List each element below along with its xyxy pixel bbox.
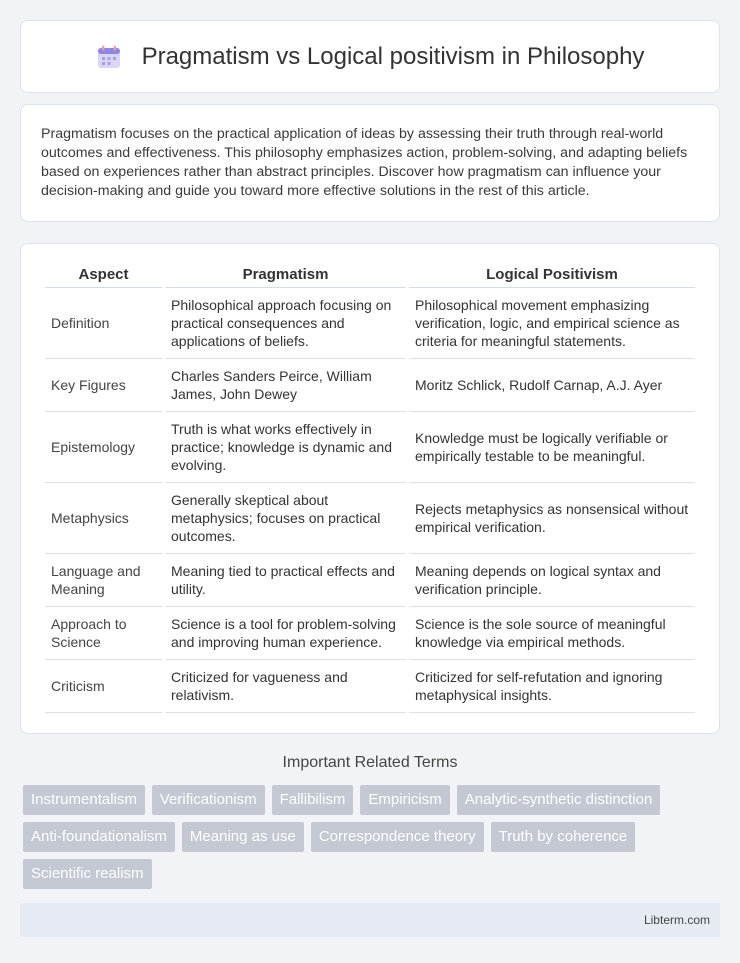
table-header-row [45,264,695,288]
aspect-cell: Metaphysics [45,483,162,554]
related-terms-list [0,785,740,889]
aspect-cell: Epistemology [45,412,162,483]
column-header-aspect: Aspect [45,264,162,288]
aspect-cell: Language and Meaning [45,554,162,607]
tag-verificationism[interactable]: Verificationism [152,785,265,815]
table-row [45,412,695,483]
column-header-pragmatism: Pragmatism [165,264,406,288]
table-row [45,483,695,554]
tag-truth-by-coherence[interactable]: Truth by coherence [491,822,636,852]
intro-card [20,104,720,222]
page-title: Pragmatism vs Logical positivism in Philosophy [141,42,645,70]
table-row [45,288,695,359]
logical-positivism-cell: Rejects metaphysics as nonsensical without empirical verification. [409,483,695,554]
tag-empiricism[interactable]: Empiricism [360,785,449,815]
pragmatism-cell: Charles Sanders Peirce, William James, John Dewey [165,359,406,412]
logical-positivism-cell: Meaning depends on logical syntax and verification principle. [409,554,695,607]
pragmatism-cell: Science is a tool for problem-solving and improving human experience. [165,607,406,660]
comparison-table [42,264,698,713]
aspect-cell: Approach to Science [45,607,162,660]
calendar-icon [96,44,122,70]
footer-brand[interactable]: Libterm.com [643,913,710,927]
table-row [45,660,695,713]
tag-instrumentalism[interactable]: Instrumentalism [23,785,145,815]
aspect-cell: Criticism [45,660,162,713]
table-row [45,554,695,607]
tag-meaning-as-use[interactable]: Meaning as use [182,822,304,852]
aspect-cell: Key Figures [45,359,162,412]
tag-anti-foundationalism[interactable]: Anti-foundationalism [23,822,175,852]
logical-positivism-cell: Knowledge must be logically verifiable or empirically testable to be meaningful. [409,412,695,483]
pragmatism-cell: Generally skeptical about metaphysics; focuses on practical outcomes. [165,483,406,554]
table-row [45,607,695,660]
pragmatism-cell: Truth is what works effectively in practice; knowledge is dynamic and evolving. [165,412,406,483]
aspect-cell: Definition [45,288,162,359]
tag-analytic-synthetic-distinction[interactable]: Analytic-synthetic distinction [457,785,661,815]
tag-scientific-realism[interactable]: Scientific realism [23,859,152,889]
related-terms-title: Important Related Terms [282,754,458,771]
related-terms-section [0,754,740,889]
intro-text: Pragmatism focuses on the practical application of ideas by assessing their truth through real-world outcomes and effectiveness. This philosophy emphasizes action, problem-solving, and adapting beliefs based on experiences rather than abstract principles. Discover how pragmatism can influence your decision-making and guide you toward more effective solutions in the rest of this article. [41,126,688,199]
tag-fallibilism[interactable]: Fallibilism [272,785,354,815]
logical-positivism-cell: Moritz Schlick, Rudolf Carnap, A.J. Ayer [409,359,695,412]
pragmatism-cell: Philosophical approach focusing on practical consequences and applications of beliefs. [165,288,406,359]
column-header-logical-positivism: Logical Positivism [409,264,695,288]
comparison-card [20,243,720,734]
tag-correspondence-theory[interactable]: Correspondence theory [311,822,484,852]
header-card [20,20,720,93]
logical-positivism-cell: Philosophical movement emphasizing verification, logic, and empirical science as criteria for meaningful statements. [409,288,695,359]
footer [20,903,720,937]
table-row [45,359,695,412]
pragmatism-cell: Meaning tied to practical effects and utility. [165,554,406,607]
logical-positivism-cell: Science is the sole source of meaningful knowledge via empirical methods. [409,607,695,660]
pragmatism-cell: Criticized for vagueness and relativism. [165,660,406,713]
logical-positivism-cell: Criticized for self-refutation and ignoring metaphysical insights. [409,660,695,713]
